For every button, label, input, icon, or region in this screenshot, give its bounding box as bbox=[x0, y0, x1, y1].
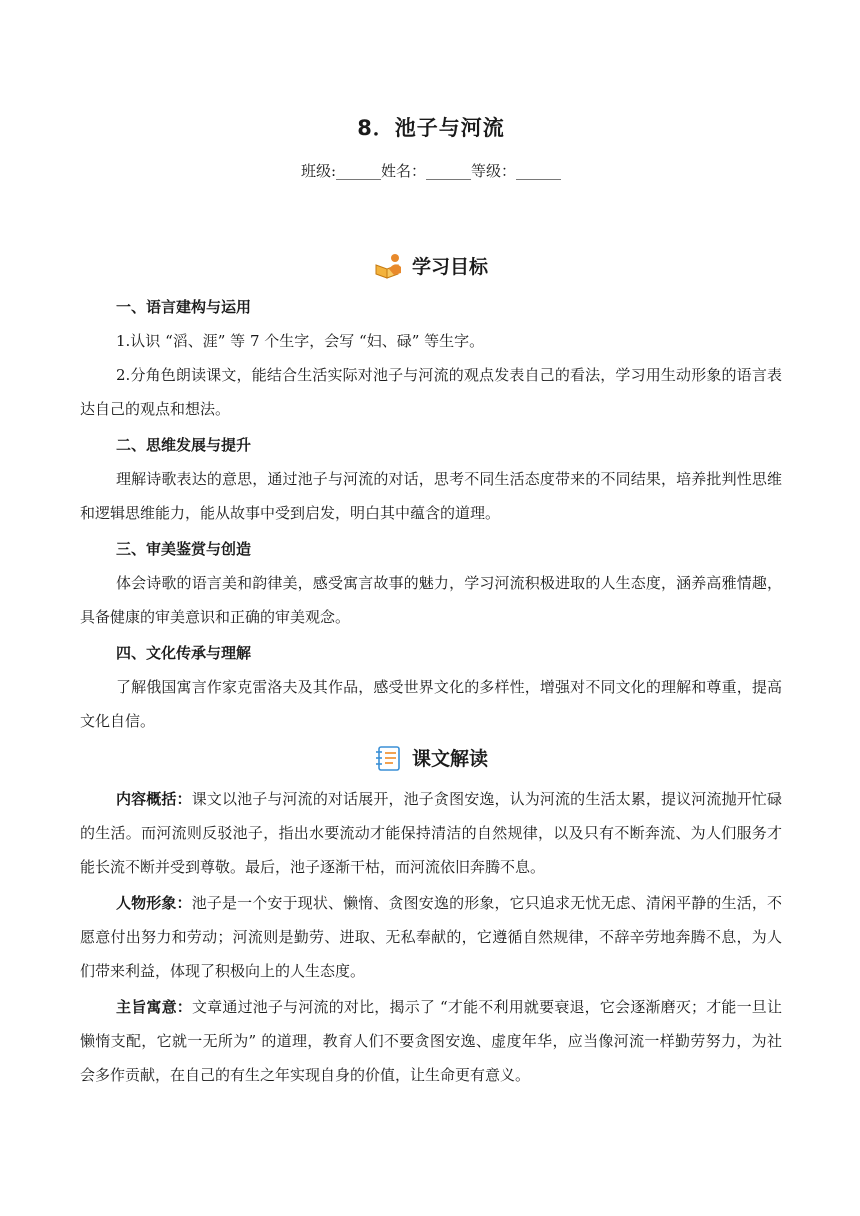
paragraph: 理解诗歌表达的意思，通过池子与河流的对话，思考不同生活态度带来的不同结果，培养批判性思维和逻辑思维能力，能从故事中受到启发，明白其中蕴含的道理。 bbox=[80, 470, 782, 522]
paragraph-lead: 主旨寓意： bbox=[116, 998, 192, 1016]
reader-book-icon bbox=[374, 253, 404, 279]
subheading-aesthetics: 三、审美鉴赏与创造 bbox=[116, 540, 252, 558]
notebook-list-icon bbox=[374, 745, 404, 771]
paragraph-content-summary bbox=[80, 782, 782, 884]
subheading-language: 一、语言建构与运用 bbox=[116, 298, 252, 316]
paragraph: 1.认识 “滔、涯” 等 7 个生字，会写 “妇、碌” 等生字。 bbox=[116, 332, 485, 350]
section-heading-learning-goals bbox=[80, 252, 782, 279]
subheading-culture: 四、文化传承与理解 bbox=[116, 644, 252, 662]
paragraph-theme-meaning bbox=[80, 990, 782, 1092]
paragraph-text: 文章通过池子与河流的对比，揭示了 “才能不利用就要衰退，它会逐渐磨灭；才能一旦让懒惰支配，它就一无所为” 的道理，教育人们不要贪图安逸、虚度年华，应当像河流一样勤劳努力，为社会多作贡献，在自己的有生之年实现自身的价值，让生命更有意义。 bbox=[80, 998, 782, 1084]
student-info-line: 班级:______姓名：______等级：______ bbox=[300, 162, 562, 180]
paragraph-text: 课文以池子与河流的对话展开，池子贪图安逸，认为河流的生活太累，提议河流抛开忙碌的生活。而河流则反驳池子，指出水要流动才能保持清洁的自然规律，以及只有不断奔流、为人们服务才能长流不断并受到尊敬。最后，池子逐渐干枯，而河流依旧奔腾不息。 bbox=[80, 790, 782, 876]
paragraph-lead: 人物形象： bbox=[116, 894, 192, 912]
subheading-thinking: 二、思维发展与提升 bbox=[116, 436, 252, 454]
paragraph-text: 池子是一个安于现状、懒惰、贪图安逸的形象，它只追求无忧无虑、清闲平静的生活，不愿意付出努力和劳动；河流则是勤劳、进取、无私奉献的，它遵循自然规律，不辞辛劳地奔腾不息，为人们带来利益，体现了积极向上的人生态度。 bbox=[80, 894, 782, 980]
paragraph-character-image bbox=[80, 886, 782, 988]
section-heading-label: 课文解读 bbox=[411, 748, 488, 770]
page-title: 8．池子与河流 bbox=[357, 116, 505, 140]
paragraph: 2.分角色朗读课文，能结合生活实际对池子与河流的观点发表自己的看法，学习用生动形象的语言表达自己的观点和想法。 bbox=[80, 366, 782, 418]
section-heading-text-analysis bbox=[80, 744, 782, 771]
section-heading-label: 学习目标 bbox=[411, 256, 488, 278]
paragraph-lead: 内容概括： bbox=[116, 790, 192, 808]
paragraph: 体会诗歌的语言美和韵律美，感受寓言故事的魅力，学习河流积极进取的人生态度，涵养高雅情趣，具备健康的审美意识和正确的审美观念。 bbox=[80, 574, 782, 626]
paragraph: 了解俄国寓言作家克雷洛夫及其作品，感受世界文化的多样性，增强对不同文化的理解和尊重，提高文化自信。 bbox=[80, 678, 782, 730]
